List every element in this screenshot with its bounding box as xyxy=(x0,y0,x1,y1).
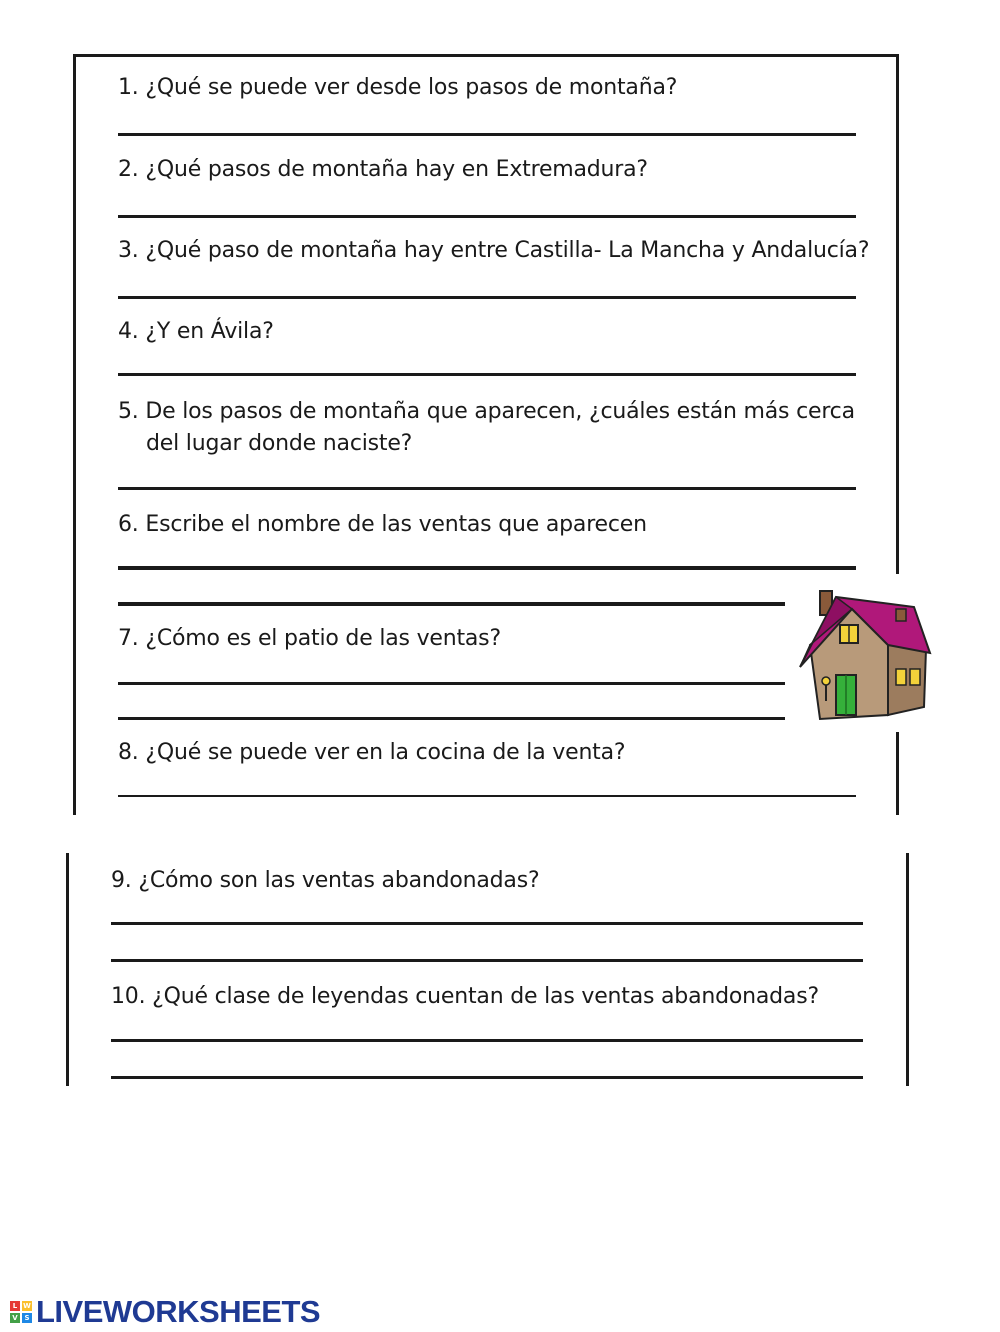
answer-line-7b[interactable] xyxy=(118,717,785,720)
house-icon xyxy=(796,583,936,723)
box2-right-border xyxy=(906,853,909,1086)
question-7: 7. ¿Cómo es el patio de las ventas? xyxy=(118,626,501,651)
answer-line-6a[interactable] xyxy=(118,566,856,570)
answer-line-7a[interactable] xyxy=(118,682,785,685)
box1-top-border xyxy=(73,54,899,57)
answer-line-10a[interactable] xyxy=(111,1039,863,1042)
answer-line-6b[interactable] xyxy=(118,602,785,606)
question-3: 3. ¿Qué paso de montaña hay entre Castilla- La Mancha y Andalucía? xyxy=(118,238,870,263)
logo-block: W xyxy=(23,1302,31,1310)
box2-left-border xyxy=(66,853,69,1086)
question-5-line1: 5. De los pasos de montaña que aparecen, ¿cuáles están más cerca xyxy=(118,399,855,424)
answer-line-2[interactable] xyxy=(118,215,856,218)
question-2: 2. ¿Qué pasos de montaña hay en Extremadura? xyxy=(118,157,648,182)
question-6: 6. Escribe el nombre de las ventas que aparecen xyxy=(118,512,647,537)
logo-block: V xyxy=(10,1313,20,1323)
answer-line-10b[interactable] xyxy=(111,1076,863,1079)
question-5-line2: del lugar donde naciste? xyxy=(146,431,413,456)
box1-left-border xyxy=(73,54,76,815)
answer-line-3[interactable] xyxy=(118,296,856,299)
question-5 xyxy=(118,396,855,460)
question-4: 4. ¿Y en Ávila? xyxy=(118,319,274,344)
logo-block: L xyxy=(10,1301,20,1311)
box1-right-border-lower xyxy=(896,732,899,815)
answer-line-5[interactable] xyxy=(118,487,856,490)
liveworksheets-logo[interactable] xyxy=(10,1295,320,1329)
question-9: 9. ¿Cómo son las ventas abandonadas? xyxy=(111,868,540,893)
box1-right-border-upper xyxy=(896,54,899,574)
brand-name: LIVEWORKSHEETS xyxy=(36,1294,321,1329)
logo-blocks-icon xyxy=(10,1301,32,1323)
logo-block: S xyxy=(22,1313,32,1323)
question-10: 10. ¿Qué clase de leyendas cuentan de las ventas abandonadas? xyxy=(111,984,819,1009)
answer-line-1[interactable] xyxy=(118,133,856,136)
question-8: 8. ¿Qué se puede ver en la cocina de la venta? xyxy=(118,740,626,765)
answer-line-8[interactable] xyxy=(118,795,856,797)
question-1: 1. ¿Qué se puede ver desde los pasos de montaña? xyxy=(118,75,678,100)
answer-line-9a[interactable] xyxy=(111,922,863,925)
answer-line-9b[interactable] xyxy=(111,959,863,962)
answer-line-4[interactable] xyxy=(118,373,856,376)
